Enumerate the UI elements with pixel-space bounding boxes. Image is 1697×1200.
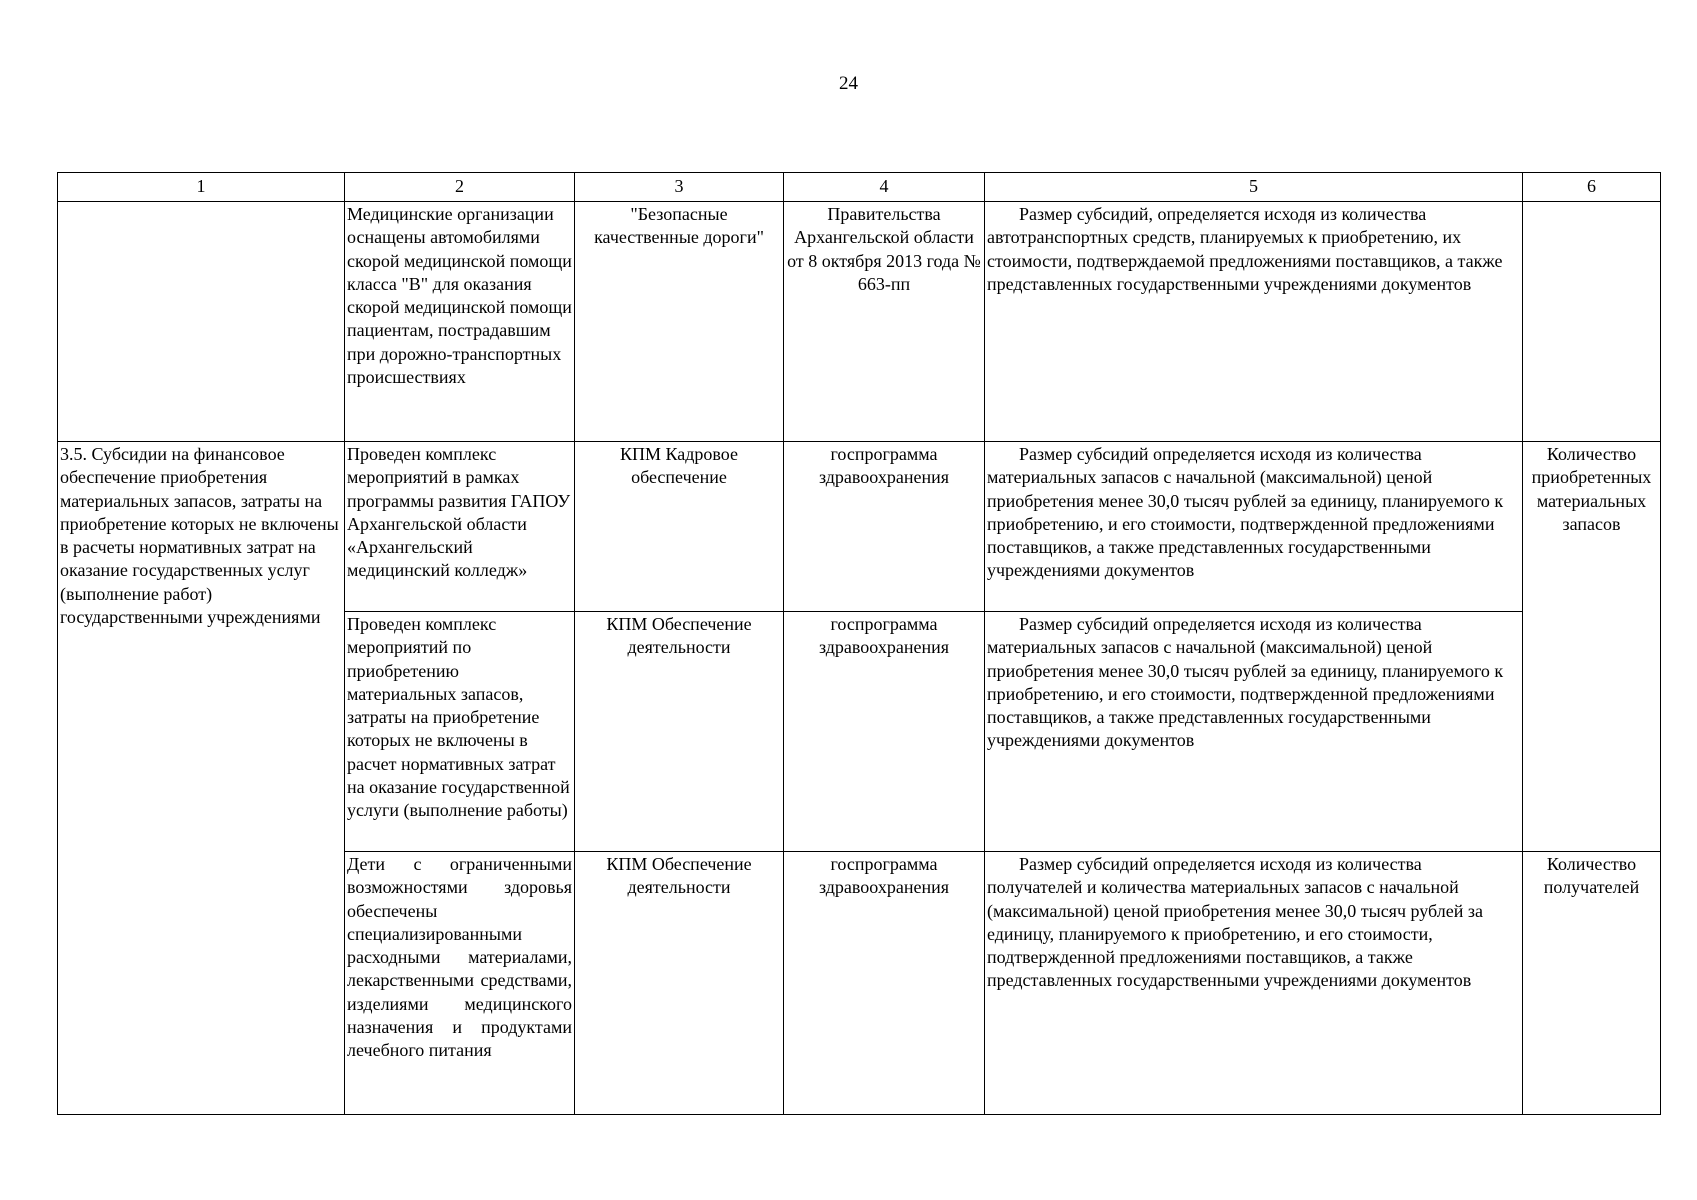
group-row1-program-cell: КПМ Кадровое обеспечение [575,442,784,612]
group-row2-program-cell: КПМ Обеспечение деятельности [575,612,784,852]
group-row1-method-cell: Размер субсидий определяется исходя из количества материальных запасов с начальной (максимальной) ценой приобретения менее 30,0 тысяч рублей за единицу, планируемого к приобретению, и его стоимости, подтвержденной предложениями поставщиков, а также представленных государственными учреждениями документов [985,442,1523,612]
row1-indicator-cell [1523,202,1661,442]
group-measure-cell: 3.5. Субсидии на финансовое обеспечение приобретения материальных запасов, затраты на приобретение которых не включены в расчеты нормативных затрат на оказание государственных услуг (выполнение работ) государственными учреждениями [58,442,345,1115]
table-header-row [58,173,1661,202]
group-row1-result-cell: Проведен комплекс мероприятий в рамках программы развития ГАПОУ Архангельской области «Архангельский медицинский колледж» [345,442,575,612]
group-row3-result-cell: Дети с ограниченными возможностями здоровья обеспечены специализированными расходными материалами, лекарственными средствами, изделиями медицинского назначения и продуктами лечебного питания [345,852,575,1115]
header-cell-3: 3 [575,173,784,202]
header-cell-5: 5 [985,173,1523,202]
page-number: 24 [839,73,858,94]
row1-result-cell: Медицинские организации оснащены автомобилями скорой медицинской помощи класса "В" для оказания скорой медицинской помощи пациентам, пострадавшим при дорожно-транспортных происшествиях [345,202,575,442]
document-table [57,172,1661,1115]
group-row3-indicator-cell: Количество получателей [1523,852,1661,1115]
table-row [58,442,1661,612]
group-row2-result-cell: Проведен комплекс мероприятий по приобретению материальных запасов, затраты на приобретение которых не включены в расчет нормативных затрат на оказание государственной услуги (выполнение работы) [345,612,575,852]
row1-program-cell: "Безопасные качественные дороги" [575,202,784,442]
header-cell-4: 4 [784,173,985,202]
group-row2-method-cell: Размер субсидий определяется исходя из количества материальных запасов с начальной (максимальной) ценой приобретения менее 30,0 тысяч рублей за единицу, планируемого к приобретению, и его стоимости, подтвержденной предложениями поставщиков, а также представленных государственными учреждениями документов [985,612,1523,852]
group-row2-basis-cell: госпрограмма здравоохранения [784,612,985,852]
row1-col1-cell [58,202,345,442]
group-row3-method-cell: Размер субсидий определяется исходя из количества получателей и количества материальных запасов с начальной (максимальной) ценой приобретения менее 30,0 тысяч рублей за единицу, планируемого к приобретению, и его стоимости, подтвержденной предложениями поставщиков, а также представленных государственными учреждениями документов [985,852,1523,1115]
header-cell-1: 1 [58,173,345,202]
group-row3-program-cell: КПМ Обеспечение деятельности [575,852,784,1115]
row1-basis-cell: Правительства Архангельской области от 8 октября 2013 года № 663-пп [784,202,985,442]
group-indicator-cell: Количество приобретенных материальных запасов [1523,442,1661,852]
header-cell-2: 2 [345,173,575,202]
group-row1-basis-cell: госпрограмма здравоохранения [784,442,985,612]
group-row3-basis-cell: госпрограмма здравоохранения [784,852,985,1115]
row1-method-cell: Размер субсидий, определяется исходя из количества автотранспортных средств, планируемых к приобретению, их стоимости, подтверждаемой предложениями поставщиков, а также представленных государственными учреждениями документов [985,202,1523,442]
header-cell-6: 6 [1523,173,1661,202]
table-row [58,202,1661,442]
